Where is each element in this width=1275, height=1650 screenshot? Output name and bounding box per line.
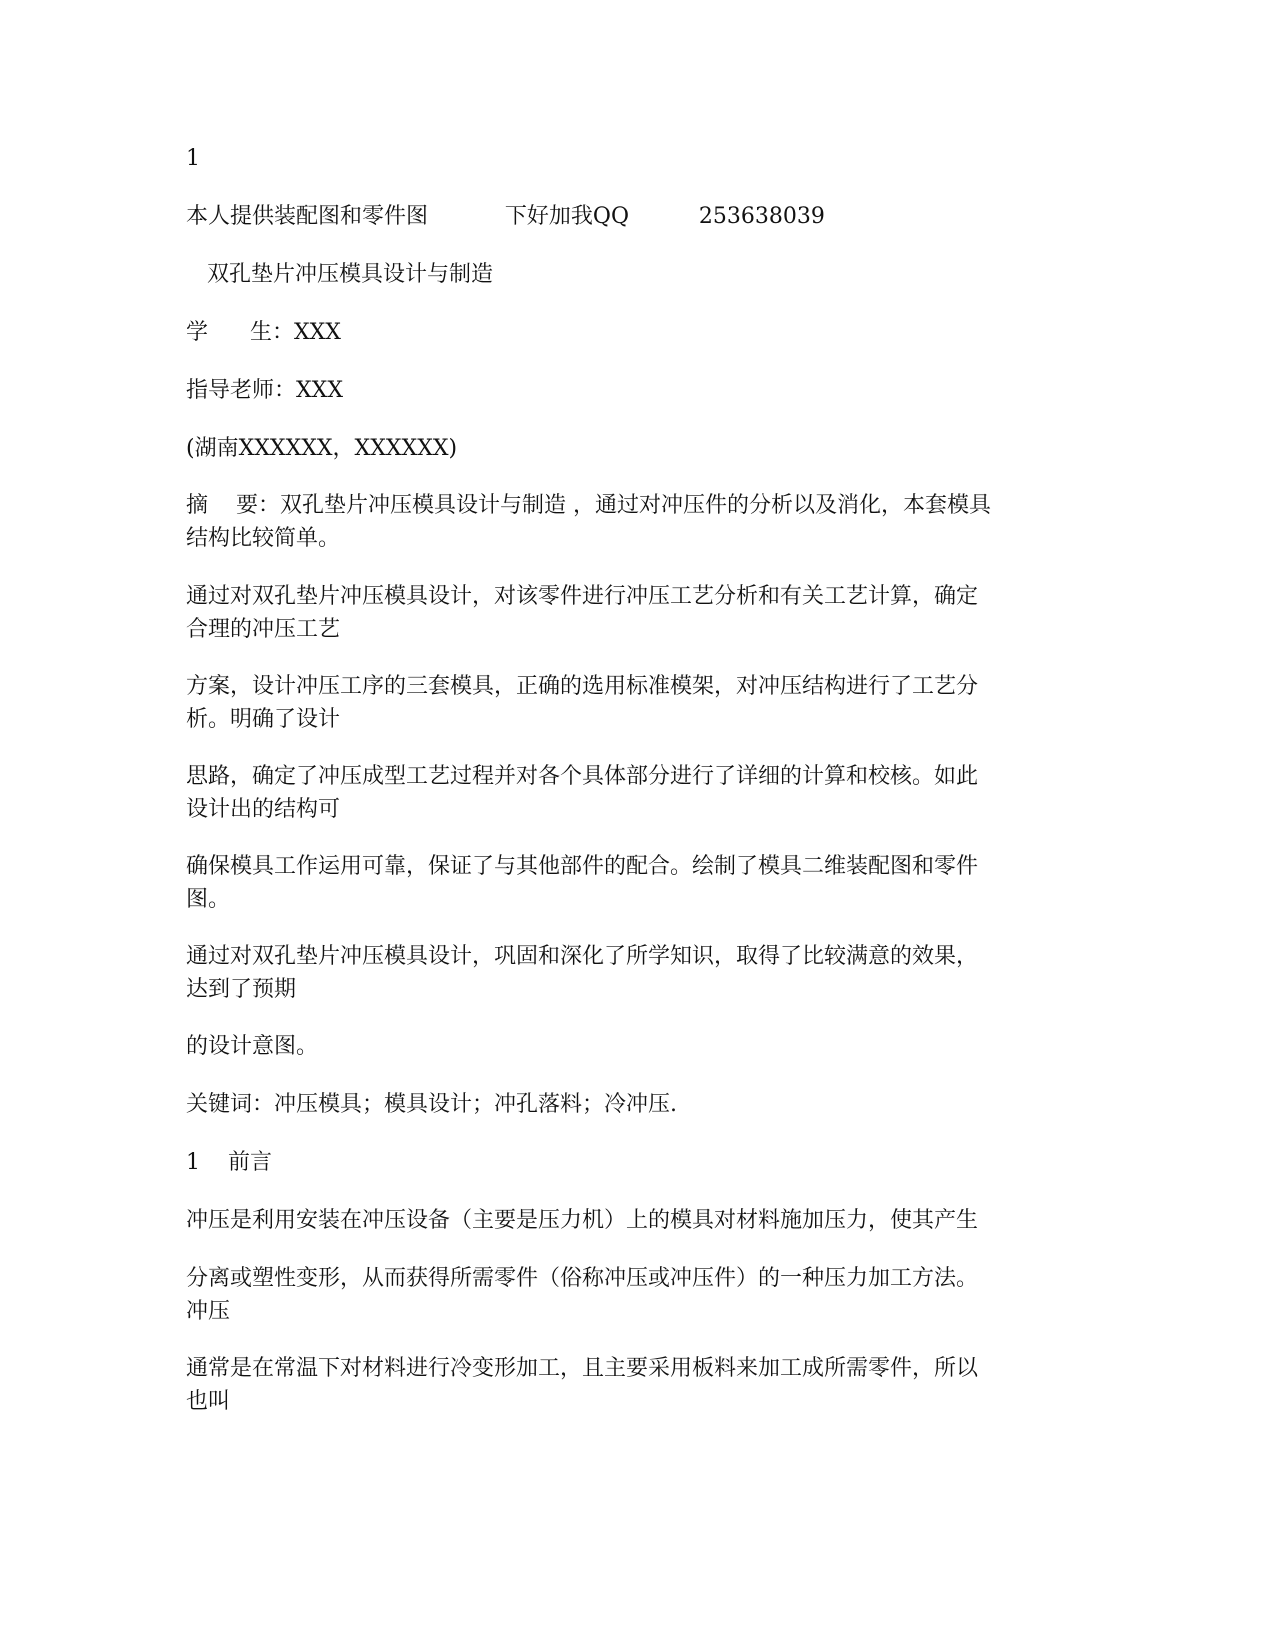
abstract-paragraph-6: 的设计意图。: [186, 1034, 319, 1059]
intro-paragraph-1: 冲压是利用安装在冲压设备（主要是压力机）上的模具对材料施加压力，使其产生: [186, 1208, 979, 1233]
abstract-paragraph-4: 确保模具工作运用可靠，保证了与其他部件的配合。绘制了模具二维装配图和零件 图。: [186, 854, 979, 912]
student-line: 学 生：XXX: [186, 320, 341, 345]
affiliation-line: (湖南XXXXXX，XXXXXX): [186, 436, 458, 461]
abstract-paragraph-1: 通过对双孔垫片冲压模具设计，对该零件进行冲压工艺分析和有关工艺计算，确定 合理的冲压工艺: [186, 584, 979, 642]
intro-paragraph-2: 分离或塑性变形，从而获得所需零件（俗称冲压或冲压件）的一种压力加工方法。 冲压: [186, 1266, 979, 1324]
page-number: 1: [186, 146, 200, 171]
abstract-paragraph-3: 思路，确定了冲压成型工艺过程并对各个具体部分进行了详细的计算和校核。如此 设计出的结构可: [186, 764, 979, 822]
advisor-line: 指导老师：XXX: [186, 378, 343, 403]
document-title: 双孔垫片冲压模具设计与制造: [186, 262, 493, 287]
section-heading: 1 前言: [186, 1150, 272, 1175]
abstract-paragraph: 摘 要：双孔垫片冲压模具设计与制造 ，通过对冲压件的分析以及消化，本套模具 结构比较简单。: [186, 493, 991, 551]
intro-paragraph-3: 通常是在常温下对材料进行冷变形加工，且主要采用板料来加工成所需零件，所以 也叫: [186, 1356, 979, 1414]
keywords-line: 关键词：冲压模具；模具设计；冲孔落料；冷冲压.: [186, 1092, 677, 1117]
abstract-paragraph-5: 通过对双孔垫片冲压模具设计，巩固和深化了所学知识，取得了比较满意的效果， 达到了预期: [186, 944, 979, 1002]
abstract-paragraph-2: 方案，设计冲压工序的三套模具，正确的选用标准模架，对冲压结构进行了工艺分 析。明确了设计: [186, 674, 979, 732]
contact-line: 本人提供装配图和零件图 下好加我QQ 253638039: [186, 204, 825, 229]
